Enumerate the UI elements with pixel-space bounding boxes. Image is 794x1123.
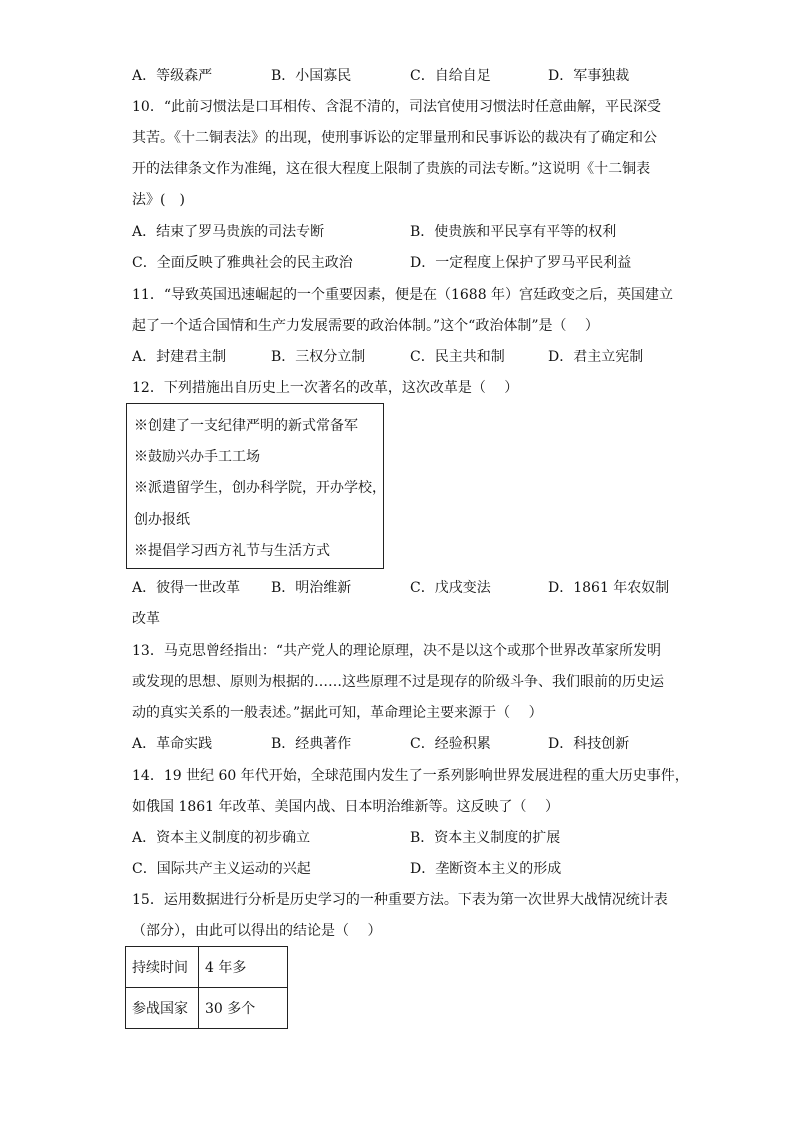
q9-option-c: C．自给自足 <box>410 68 491 84</box>
q12-stem: 12．下列措施出自历史上一次著名的改革，这次改革是（ ） <box>132 380 519 396</box>
q11-option-b: B．三权分立制 <box>271 349 366 365</box>
table-cell-key: 参战国家 <box>126 988 199 1029</box>
q13-option-a: A．革命实践 <box>132 736 213 752</box>
q9-option-d: D．军事独裁 <box>548 68 630 84</box>
q15-stats-table <box>125 946 288 1029</box>
q12-option-b: B．明治维新 <box>271 580 352 596</box>
q12-option-d-continued: 改革 <box>132 611 160 627</box>
q10-option-d: D．一定程度上保护了罗马平民利益 <box>410 255 632 271</box>
q14-stem-line: 14．19 世纪 60 年代开始，全球范围内发生了一系列影响世界发展进程的重大历史事件， <box>132 768 689 784</box>
q10-stem-line: 其苦。《十二铜表法》的出现，使刑事诉讼的定罪量刑和民事诉讼的裁决有了确定和公 <box>132 130 657 146</box>
q11-option-c: C．民主共和制 <box>410 349 505 365</box>
q13-option-b: B．经典著作 <box>271 736 352 752</box>
q10-stem-line: 10．“此前习惯法是口耳相传、含混不清的，司法官使用习惯法时任意曲解，平民深受 <box>132 99 661 115</box>
q12-measures-box <box>126 403 384 569</box>
table-cell-key: 持续时间 <box>126 947 199 988</box>
q12-measure-item: ※鼓励兴办手工工场 <box>134 449 260 465</box>
q10-option-a: A．结束了罗马贵族的司法专断 <box>132 224 325 240</box>
q10-stem-line: 法》( ) <box>132 192 185 208</box>
q12-measure-item: ※创建了一支纪律严明的新式常备军 <box>134 418 358 434</box>
q13-option-d: D．科技创新 <box>548 736 630 752</box>
table-cell-value: 4 年多 <box>199 947 288 988</box>
q14-stem-line: 如俄国 1861 年改革、美国内战、日本明治维新等。这反映了（ ） <box>132 799 559 815</box>
q14-option-a: A．资本主义制度的初步确立 <box>132 830 311 846</box>
q11-option-a: A．封建君主制 <box>132 349 227 365</box>
q11-stem-line: 起了一个适合国情和生产力发展需要的政治体制。”这个“政治体制”是（ ） <box>132 318 599 334</box>
table-row <box>126 947 288 988</box>
q9-option-b: B．小国寡民 <box>271 68 352 84</box>
table-cell-value: 30 多个 <box>199 988 288 1029</box>
q12-measure-item: 创办报纸 <box>134 512 190 528</box>
q14-option-b: B．资本主义制度的扩展 <box>410 830 561 846</box>
q13-stem-line: 动的真实关系的一般表述。”据此可知，革命理论主要来源于（ ） <box>132 705 543 721</box>
q13-stem-line: 13．马克思曾经指出：“共产党人的理论原理，决不是以这个或那个世界改革家所发明 <box>132 643 661 659</box>
table-row <box>126 988 288 1029</box>
q11-option-d: D．君主立宪制 <box>548 349 644 365</box>
q14-option-c: C．国际共产主义运动的兴起 <box>132 861 311 877</box>
q10-option-c: C．全面反映了雅典社会的民主政治 <box>132 255 353 271</box>
q12-option-c: C．戊戌变法 <box>410 580 491 596</box>
q13-option-c: C．经验积累 <box>410 736 491 752</box>
q12-option-d: D．1861 年农奴制 <box>548 580 670 596</box>
q13-stem-line: 或发现的思想、原则为根据的……这些原理不过是现存的阶级斗争、我们眼前的历史运 <box>132 674 664 690</box>
q14-option-d: D．垄断资本主义的形成 <box>410 861 562 877</box>
q12-option-a: A．彼得一世改革 <box>132 580 241 596</box>
q15-stem-line: 15．运用数据进行分析是历史学习的一种重要方法。下表为第一次世界大战情况统计表 <box>132 892 668 908</box>
q10-option-b: B．使贵族和平民享有平等的权利 <box>410 224 617 240</box>
q12-measure-item: ※提倡学习西方礼节与生活方式 <box>134 543 330 559</box>
q11-stem-line: 11．“导致英国迅速崛起的一个重要因素，便是在（1688 年）宫廷政变之后，英国建立 <box>132 287 674 303</box>
q12-measure-item: ※派遣留学生，创办科学院，开办学校， <box>134 480 386 496</box>
q9-option-a: A．等级森严 <box>132 68 213 84</box>
q10-stem-line: 开的法律条文作为准绳，这在很大程度上限制了贵族的司法专断。”这说明《十二铜表 <box>132 161 651 177</box>
q15-stem-line: （部分），由此可以得出的结论是（ ） <box>132 923 382 939</box>
